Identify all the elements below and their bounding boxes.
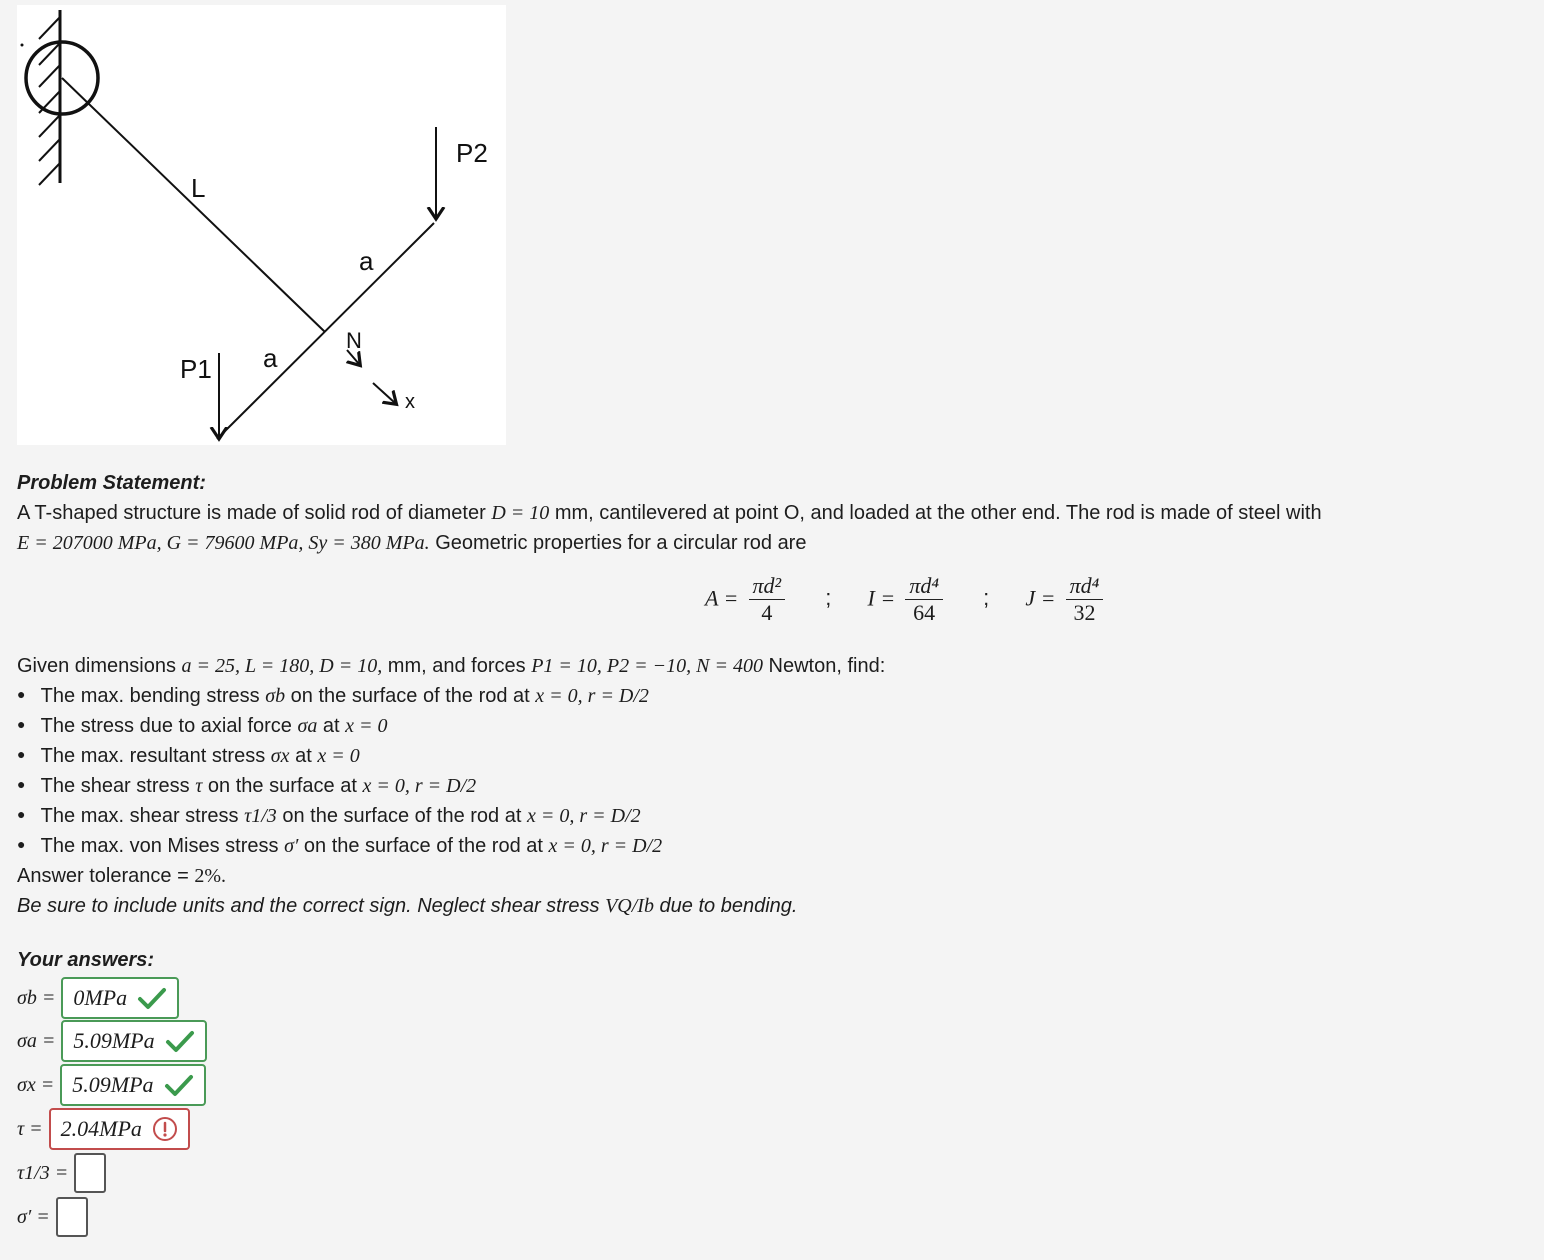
rod-L: [62, 78, 325, 332]
geometry-formulas: A = $\frac{\text{πd²}}{4}$ ; I = $\frac{\text{πd⁴}}{64}$ ; J = $\frac{\text{πd⁴}}{32}$: [705, 573, 1107, 626]
bullet-item: ● The max. shear stress τ1/3 on the surface of the rod at x = 0, r = D/2: [17, 801, 641, 832]
material-line: E = 207000 MPa, G = 79600 MPa, Sy = 380 MPa. Geometric properties for a circular rod are: [17, 532, 807, 554]
check-icon: [137, 986, 167, 1010]
answer-row-tau: τ = 2.04MPa: [17, 1108, 190, 1150]
answer-row-sigma-a: σa = 5.09MPa: [17, 1020, 207, 1062]
check-icon: [164, 1073, 194, 1097]
inertia-fraction: $\frac{\text{πd⁴}}{64}$: [905, 573, 943, 626]
x-axis-arrow: [373, 383, 395, 403]
warning-icon: [152, 1116, 178, 1142]
diameter-eq: D = 10: [491, 502, 550, 524]
label-P1: P1: [180, 354, 212, 384]
polar-fraction: $\frac{\text{πd⁴}}{32}$: [1066, 573, 1104, 626]
problem-intro: A T-shaped structure is made of solid rod of diameter D = 10 mm, cantilevered at point O, and loaded at the other end. The rod is made of steel with: [17, 502, 1322, 524]
label-a-upper: a: [359, 246, 374, 276]
answer-row-sigma-b: σb = 0MPa: [17, 977, 179, 1019]
answer-input-tau-13[interactable]: [74, 1153, 106, 1193]
bullet-item: ● The max. von Mises stress σ′ on the surface of the rod at x = 0, r = D/2: [17, 831, 662, 862]
bullet-item: ● The max. resultant stress σx at x = 0: [17, 741, 360, 772]
answer-row-von-mises: σ′ =: [17, 1197, 88, 1237]
label-x: x: [405, 391, 415, 413]
check-icon: [165, 1029, 195, 1053]
label-P2: P2: [456, 138, 488, 168]
bullet-item: ● The stress due to axial force σa at x = 0: [17, 711, 388, 742]
answer-input-sigma-b[interactable]: 0MPa: [61, 977, 179, 1019]
t-structure-diagram: [17, 5, 506, 445]
tolerance-line: Answer tolerance = 2%.: [17, 865, 226, 887]
bullet-item: ● The shear stress τ on the surface at x = 0, r = D/2: [17, 771, 476, 802]
answer-row-tau-13: τ1/3 =: [17, 1153, 106, 1193]
problem-figure: [17, 5, 506, 445]
answers-heading: Your answers:: [17, 949, 155, 971]
answer-input-tau[interactable]: 2.04MPa: [49, 1108, 190, 1150]
label-N: N: [346, 328, 362, 353]
label-a-lower: a: [263, 343, 278, 373]
bullet-item: ● The max. bending stress σb on the surface of the rod at x = 0, r = D/2: [17, 681, 649, 712]
area-fraction: $\frac{\text{πd²}}{4}$: [749, 573, 786, 626]
label-L: L: [191, 173, 206, 203]
note-line: Be sure to include units and the correct sign. Neglect shear stress VQ/Ib due to bending.: [17, 895, 798, 917]
given-line: Given dimensions a = 25, L = 180, D = 10, mm, and forces P1 = 10, P2 = −10, N = 400 Newton, find:: [17, 655, 886, 677]
answer-input-von-mises[interactable]: [56, 1197, 88, 1237]
answer-row-sigma-x: σx = 5.09MPa: [17, 1064, 206, 1106]
problem-heading: Problem Statement:: [17, 472, 206, 494]
answer-input-sigma-a[interactable]: 5.09MPa: [61, 1020, 206, 1062]
rod-crossbar: [217, 223, 434, 439]
material-props: E = 207000 MPa, G = 79600 MPa, Sy = 380 MPa.: [17, 532, 430, 554]
answer-input-sigma-x[interactable]: 5.09MPa: [60, 1064, 205, 1106]
